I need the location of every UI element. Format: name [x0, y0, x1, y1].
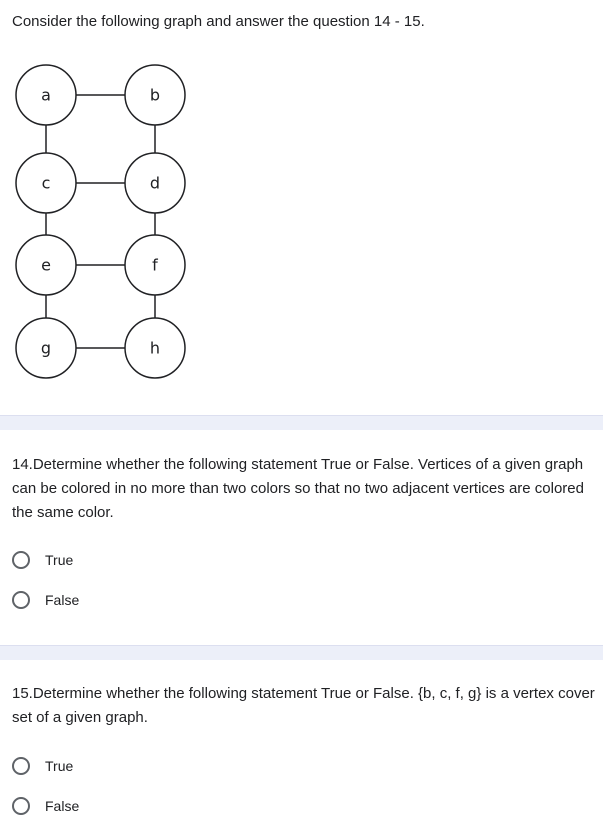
node-label-g: g [40, 338, 52, 358]
node-label-h: h [149, 338, 161, 358]
option-label: False [45, 592, 80, 608]
section-divider [0, 645, 603, 660]
node-label-a: a [41, 85, 51, 105]
graph-diagram [0, 55, 603, 385]
section-divider [0, 415, 603, 430]
question-14-text: 14.Determine whether the following statement True or False. Vertices of a given graph can be colored in no more than two colors so that no two adjacent vertices are colored the same color. [12, 456, 584, 521]
q15-option-false[interactable] [12, 797, 79, 815]
node-label-f: f [152, 255, 158, 275]
radio-button[interactable] [12, 591, 30, 609]
node-label-d: d [149, 173, 161, 193]
option-label: True [45, 552, 74, 568]
radio-button[interactable] [12, 797, 30, 815]
option-label: False [45, 798, 80, 814]
node-label-e: e [41, 255, 51, 275]
intro-text: Consider the following graph and answer the question 14 - 15. [12, 13, 425, 30]
option-label: True [45, 758, 74, 774]
radio-button[interactable] [12, 757, 30, 775]
node-label-b: b [149, 85, 161, 105]
question-15-text: 15.Determine whether the following statement True or False. {b, c, f, g} is a vertex cover set of a given graph. [12, 685, 595, 726]
q14-option-false[interactable] [12, 591, 79, 609]
q15-option-true[interactable] [12, 757, 73, 775]
q14-option-true[interactable] [12, 551, 73, 569]
node-label-c: c [41, 173, 51, 193]
radio-button[interactable] [12, 551, 30, 569]
